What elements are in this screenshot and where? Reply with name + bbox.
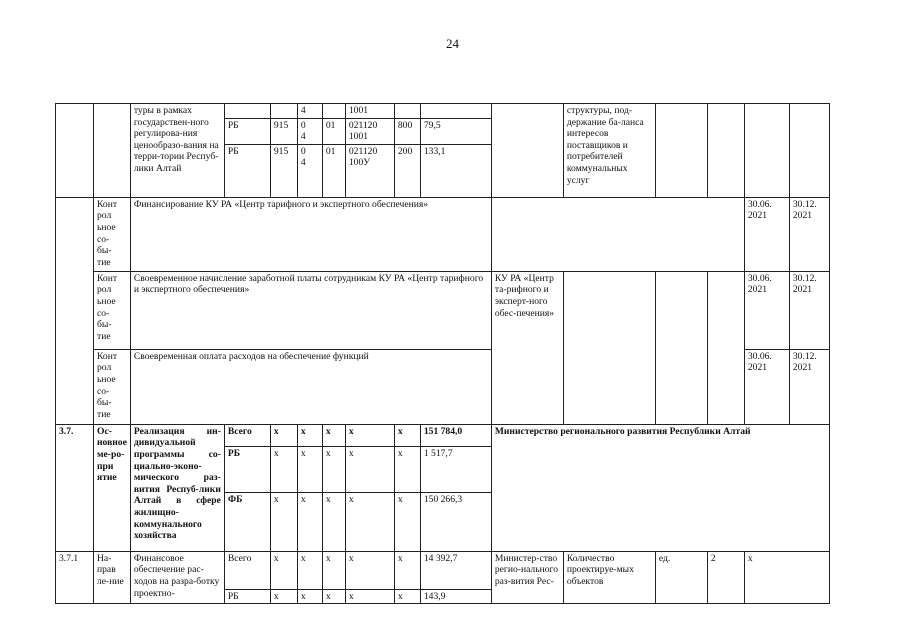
vr-cell — [394, 104, 420, 119]
event-type: На-прав ле-ние — [94, 551, 131, 604]
direction-row: РБ x x x x x 143,9 — [56, 589, 830, 604]
table-row — [56, 104, 830, 119]
indicator-cell: Количество проектируе-мых объектов — [563, 551, 655, 604]
main-event-row: ФБ x x x x x 150 266,3 — [56, 492, 830, 551]
end-date: 30.12. 2021 — [789, 271, 829, 349]
end-date: 30.12. 2021 — [789, 349, 829, 424]
sum-cell: 133,1 — [420, 144, 491, 197]
pr-cell: 01 — [322, 118, 345, 144]
control-executor: КУ РА «Центр та-рифного и эксперт-ного обес-печения» — [491, 271, 563, 424]
rz-cell: 0 4 — [297, 118, 322, 144]
executor-cell: Министер-ство регио-нального раз-вития Рес- — [491, 551, 563, 604]
main-event-row: 3.7. Ос-новное ме-ро-при ятие Реализация ин-дивидуальной программы со-циально-эконо-мического раз-вития Респуб-лики Алтай в сфере жилищно-коммунального хозяйства Всего x x x x x 151 784,0 Министерство регионального развития Республики Алтай — [56, 424, 830, 446]
vr-cell: 800 — [394, 118, 420, 144]
num-cell — [56, 104, 94, 198]
source-cell: РБ — [224, 446, 270, 492]
control-event-row — [56, 197, 830, 271]
event-type: Конт рол ьное со- бы- тие — [94, 271, 131, 349]
main-event-row: РБ x x x x x 1 517,7 — [56, 446, 830, 492]
sum-cell: 150 266,3 — [420, 492, 491, 551]
control-event-text: Финансирование КУ РА «Центр тарифного и экспертного обеспечения» — [130, 197, 491, 271]
control-event-text: Своевременное начисление заработной платы сотрудникам КУ РА «Центр тарифного и экспертного обеспечения» — [130, 271, 491, 349]
event-name: Реализация ин-дивидуальной программы со-циально-эконо-мического раз-вития Респуб-лики Алтай в сфере жилищно-коммунального хозяйства — [130, 424, 224, 551]
executor-cell: Министерство регионального развития Республики Алтай — [491, 424, 829, 551]
grbs-cell: 915 — [270, 144, 297, 197]
executor-cell — [491, 104, 563, 198]
grbs-cell: 915 — [270, 118, 297, 144]
sum-cell: 151 784,0 — [420, 424, 491, 446]
type-cell — [94, 104, 131, 198]
result-cell: структуры, под-держание ба-ланса интересов поставщиков и потребителей коммунальных услуг — [563, 104, 655, 198]
sum-cell — [420, 104, 491, 119]
csr-cell: 1001 — [345, 104, 394, 119]
grbs-cell — [270, 104, 297, 119]
source-cell: РБ — [224, 118, 270, 144]
start-date: 30.06. 2021 — [744, 349, 789, 424]
control-event-text: Своевременная оплата расходов на обеспечение функций — [130, 349, 491, 424]
rz-cell: 0 4 — [297, 144, 322, 197]
event-number: 3.7. — [56, 424, 94, 551]
source-cell — [224, 104, 270, 119]
csr-cell: 021120 1001 — [345, 118, 394, 144]
event-type: Конт рол ьное со- бы- тие — [94, 349, 131, 424]
source-cell: РБ — [224, 144, 270, 197]
source-cell: ФБ — [224, 492, 270, 551]
source-cell: РБ — [224, 589, 270, 604]
pr-cell — [322, 104, 345, 119]
direction-row: 3.7.1 На-прав ле-ние Финансовое обеспечение рас-ходов на разра-ботку проектно- Всего x x x x x 14 392,7 Министер-ство регио-нального раз-вития Рес- Количество проектируе-мых объектов ед. 2 x — [56, 551, 830, 589]
source-cell: Всего — [224, 551, 270, 589]
sum-cell: 1 517,7 — [420, 446, 491, 492]
rz-cell: 4 — [297, 104, 322, 119]
unit-cell: ед. — [655, 551, 707, 604]
event-type: Ос-новное ме-ро-при ятие — [94, 424, 131, 551]
end-date: 30.12. 2021 — [789, 197, 829, 271]
control-event-row — [56, 271, 830, 349]
pr-cell: 01 — [322, 144, 345, 197]
event-type: Конт рол ьное со- бы- тие — [94, 197, 131, 271]
page-number: 24 — [446, 36, 459, 51]
csr-cell: 021120 100У — [345, 144, 394, 197]
event-number: 3.7.1 — [56, 551, 94, 604]
sum-cell: 79,5 — [420, 118, 491, 144]
start-date: 30.06. 2021 — [744, 197, 789, 271]
vr-cell: 200 — [394, 144, 420, 197]
value-cell: 2 — [707, 551, 744, 604]
sum-cell: 14 392,7 — [420, 551, 491, 589]
event-name: туры в рамках государствен-ного регулирова-ния ценообразо-вания на терри-тории Респуб-лики Алтай — [130, 104, 224, 198]
sum-cell: 143,9 — [420, 589, 491, 604]
program-table — [55, 103, 830, 604]
event-name: Финансовое обеспечение рас-ходов на разра-ботку проектно- — [130, 551, 224, 604]
start-date: 30.06. 2021 — [744, 271, 789, 349]
source-cell: Всего — [224, 424, 270, 446]
